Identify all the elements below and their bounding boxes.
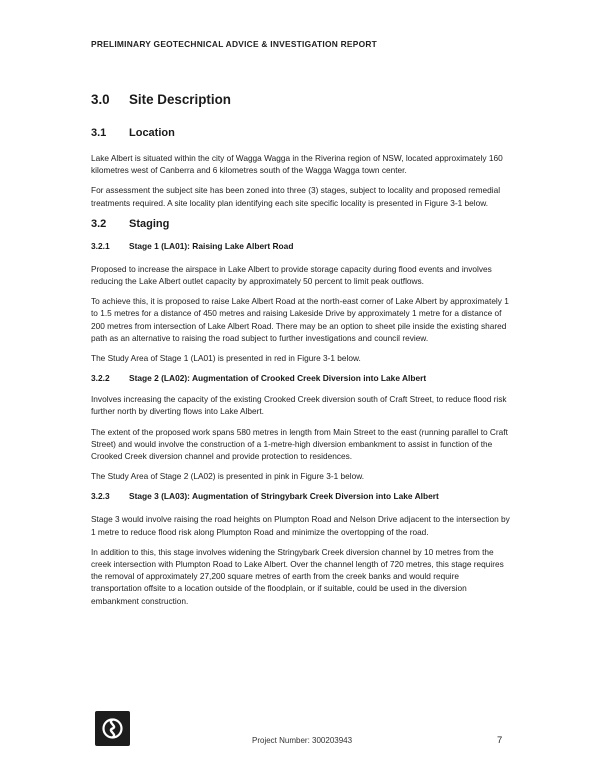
stage-number: 3.2.3 xyxy=(91,491,110,502)
paragraph: Stage 3 would involve raising the road heights on Plumpton Road and Nelson Drive adjacent to the intersection by 1 metre to reduce flood risk along Plumpton Road and minimize the overtopping of the road. xyxy=(91,514,510,537)
stage-number: 3.2.1 xyxy=(91,240,110,251)
company-logo-icon xyxy=(95,711,130,746)
paragraph: To achieve this, it is proposed to raise Lake Albert Road at the north-east corner of Lake Albert by approximately 1 to 1.5 metres for a distance of 450 metres and raising Lakeside Drive by approximately 1 metre for a distance of 200 metres from intersection of Lake Albert Road. There may be an option to sheet pile inside the existing shared path as an alternative to raising the road subject to further investigations and council review. xyxy=(91,296,509,343)
paragraph: The extent of the proposed work spans 580 metres in length from Main Street to the east (running parallel to Craft Street) and would involve the construction of a 1-metre-high diversion embankment to assist in function of the Crooked Creek diversion channel and provide protection to residences. xyxy=(91,426,508,462)
subsection-number: 3.2 xyxy=(91,217,107,230)
stage1-heading xyxy=(91,241,511,251)
subsection-heading-location xyxy=(91,127,511,139)
subsection-heading-staging xyxy=(91,218,511,230)
paragraph: The Study Area of Stage 1 (LA01) is presented in red in Figure 3-1 below. xyxy=(91,353,361,364)
section-title: Site Description xyxy=(129,92,231,107)
subsection-title: Staging xyxy=(129,217,170,230)
stage2-heading xyxy=(91,373,511,383)
page-content xyxy=(91,92,511,607)
section-heading xyxy=(91,92,511,107)
subsection-number: 3.1 xyxy=(91,127,107,139)
paragraph: The Study Area of Stage 2 (LA02) is presented in pink in Figure 3-1 below. xyxy=(91,471,365,482)
stage-title: Stage 3 (LA03): Augmentation of Stringybark Creek Diversion into Lake Albert xyxy=(129,491,439,502)
stage3-heading xyxy=(91,491,511,501)
section-number: 3.0 xyxy=(91,92,110,107)
subsection-title: Location xyxy=(129,127,175,139)
paragraph: Lake Albert is situated within the city of Wagga Wagga in the Riverina region of NSW, located approximately 160 kilometres west of Canberra and 6 kilometres south of the Wagga Wagga town center. xyxy=(91,153,503,176)
stage-number: 3.2.2 xyxy=(91,373,110,384)
paragraph: Involves increasing the capacity of the existing Crooked Creek diversion south of Craft Street, to reduce flood risk further north by diverting flows into Lake Albert. xyxy=(91,394,507,417)
paragraph: For assessment the subject site has been zoned into three (3) stages, subject to locality and proposed remedial treatments required. A site locality plan identifying each site specific locality is presented in Figure 3-1 below. xyxy=(91,185,501,208)
paragraph: Proposed to increase the airspace in Lake Albert to provide storage capacity during flood events and involves reducing the Lake Albert outlet capacity by approximately 50 percent to limit peak outflows. xyxy=(91,263,492,287)
stage-title: Stage 1 (LA01): Raising Lake Albert Road xyxy=(129,240,294,251)
project-number: Project Number: 300203943 xyxy=(252,736,353,745)
paragraph: In addition to this, this stage involves widening the Stringybark Creek diversion channel by 10 metres from the creek intersection with Plumpton Road to Lake Albert. Over the channel length of 720 metres, this stage requires the removal of approximately 27,200 square metres of earth from the creek banks and would require transportation offsite to a location outside of the floodplain, or if suitable, could be used in the diversion embankment construction. xyxy=(91,546,504,606)
stage-title: Stage 2 (LA02): Augmentation of Crooked Creek Diversion into Lake Albert xyxy=(129,373,427,384)
page-number: 7 xyxy=(497,735,503,746)
report-header: PRELIMINARY GEOTECHNICAL ADVICE & INVESTIGATION REPORT xyxy=(91,39,378,49)
